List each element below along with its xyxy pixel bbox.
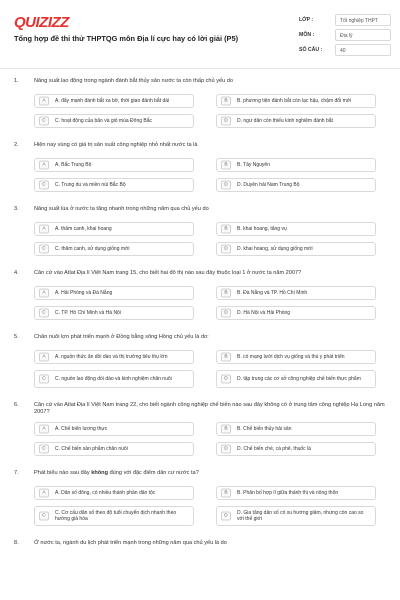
option-c[interactable] — [34, 242, 194, 256]
question-number: 6. — [14, 402, 19, 408]
question-number: 4. — [14, 270, 19, 276]
question-1 — [14, 78, 386, 128]
option-text: C. TP. Hồ Chí Minh và Hà Nội — [55, 310, 121, 316]
option-letter: D — [221, 375, 231, 384]
answer-options — [34, 486, 386, 526]
option-text: D. tập trung các cơ sở công nghiệp chế biến thực phẩm — [237, 376, 361, 382]
question-number: 5. — [14, 334, 19, 340]
option-text: D. Hà Nội và Hải Phòng — [237, 310, 291, 316]
option-text: C. nguồn lao động dồi dào và kinh nghiệm chăn nuôi — [55, 376, 172, 382]
option-c[interactable] — [34, 442, 194, 456]
count-value: 40 — [335, 44, 391, 56]
option-letter: A — [39, 489, 49, 498]
question-4 — [14, 270, 386, 320]
option-letter: D — [221, 117, 231, 126]
option-letter: B — [221, 97, 231, 106]
option-c[interactable] — [34, 178, 194, 192]
option-letter: A — [39, 289, 49, 298]
option-text: C. Chế biến sản phẩm chăn nuôi — [55, 446, 128, 452]
option-text: A. thâm canh, khai hoang — [55, 226, 112, 232]
option-c[interactable] — [34, 506, 194, 526]
class-value: Tốt nghiệp THPT — [335, 14, 391, 26]
option-letter: A — [39, 161, 49, 170]
question-text: Ở nước ta, ngành du lịch phát triển mạnh trong những năm qua chủ yếu là do — [34, 540, 227, 546]
option-letter: A — [39, 225, 49, 234]
option-text: D. Duyên hải Nam Trung Bộ — [237, 182, 300, 188]
option-letter: B — [221, 353, 231, 362]
question-header — [14, 206, 386, 216]
option-letter: C — [39, 181, 49, 190]
option-d[interactable] — [216, 506, 376, 526]
question-header — [14, 540, 386, 550]
option-letter: A — [39, 425, 49, 434]
question-number: 8. — [14, 540, 19, 546]
question-text: Chăn nuôi lợn phát triển mạnh ở Đồng bằng sông Hồng chủ yếu là do: — [34, 334, 209, 340]
option-a[interactable] — [34, 486, 194, 500]
quizizz-logo: QUIZIZZ — [14, 14, 69, 31]
question-number: 2. — [14, 142, 19, 148]
option-b[interactable] — [216, 94, 376, 108]
option-text: C. Cơ cấu dân số theo độ tuổi chuyển dịch nhanh theo hướng già hóa — [55, 510, 177, 522]
option-letter: A — [39, 97, 49, 106]
answer-options — [34, 350, 386, 388]
option-d[interactable] — [216, 370, 376, 388]
question-number: 1. — [14, 78, 19, 84]
option-text: C. hoạt động của bão và gió mùa Đông Bắc — [55, 118, 153, 124]
option-text: C. thâm canh, sử dụng giống mới — [55, 246, 130, 252]
meta-row-count — [299, 44, 394, 59]
meta-row-subject — [299, 29, 394, 44]
question-text: Căn cứ vào Atlat Địa lí Việt Nam trang 22, cho biết ngành công nghiệp chế biến nào sau đây không có ở trung tâm công nghiệp Hạ Long năm 2007? — [34, 402, 385, 415]
option-letter: D — [221, 309, 231, 318]
option-text: A. nguồn thức ăn dồi dào và thị trường tiêu thụ lớn — [55, 354, 168, 360]
option-b[interactable] — [216, 158, 376, 172]
option-text: A. Bắc Trung Bộ — [55, 162, 92, 168]
question-5 — [14, 334, 386, 388]
question-number: 7. — [14, 470, 19, 476]
option-a[interactable] — [34, 222, 194, 236]
option-letter: D — [221, 181, 231, 190]
option-letter: D — [221, 245, 231, 254]
option-b[interactable] — [216, 486, 376, 500]
answer-options — [34, 94, 386, 128]
option-c[interactable] — [34, 370, 194, 388]
question-number: 3. — [14, 206, 19, 212]
answer-options — [34, 222, 386, 256]
meta-row-class — [299, 14, 394, 29]
question-header — [14, 270, 386, 280]
option-a[interactable] — [34, 94, 194, 108]
option-letter: C — [39, 512, 49, 521]
option-text: B. Đà Nẵng và TP. Hồ Chí Minh — [237, 290, 308, 296]
answer-options — [34, 422, 386, 456]
class-label: LỚP : — [299, 17, 314, 23]
question-header — [14, 470, 386, 480]
subject-label: MÔN : — [299, 32, 315, 38]
option-c[interactable] — [34, 306, 194, 320]
question-text: Căn cứ vào Atlat Địa lí Việt Nam trang 15, cho biết hai đô thị nào sau đây thuộc loại 1 ở nước ta năm 2007? — [34, 270, 302, 276]
option-text: B. Phân bố hợp lí giữa thành thị và nông thôn — [237, 490, 339, 496]
option-d[interactable] — [216, 178, 376, 192]
page-header — [14, 12, 386, 60]
option-b[interactable] — [216, 222, 376, 236]
option-letter: B — [221, 225, 231, 234]
option-text: D. Chế biến chè, cà phê, thuốc lá — [237, 446, 311, 452]
option-letter: B — [221, 489, 231, 498]
count-label: SỐ CÂU : — [299, 47, 323, 53]
question-list — [14, 78, 386, 564]
question-text — [34, 470, 386, 477]
option-letter: B — [221, 161, 231, 170]
question-text-before: Phát biểu nào sau đây — [34, 470, 92, 476]
option-a[interactable] — [34, 286, 194, 300]
header-divider — [0, 68, 400, 69]
question-text: Năng suất lao động trong ngành đánh bắt thủy sản nước ta còn thấp chủ yếu do — [34, 78, 233, 84]
option-a[interactable] — [34, 422, 194, 436]
option-d[interactable] — [216, 242, 376, 256]
option-letter: C — [39, 309, 49, 318]
question-2 — [14, 142, 386, 192]
question-text: Hiện nay vùng có giá trị sản xuất công nghiệp nhỏ nhất nước ta là — [34, 142, 198, 148]
question-8 — [14, 540, 386, 550]
option-text: B. Chế biến thủy hải sản — [237, 426, 292, 432]
option-d[interactable] — [216, 114, 376, 128]
option-b[interactable] — [216, 286, 376, 300]
question-header — [14, 402, 386, 416]
option-text: D. khai hoang, sử dụng giống mới — [237, 246, 313, 252]
option-letter: B — [221, 425, 231, 434]
option-a[interactable] — [34, 158, 194, 172]
option-b[interactable] — [216, 350, 376, 364]
option-text: A. đẩy mạnh đánh bắt xa bờ, thời gian đánh bắt dài — [55, 98, 170, 104]
option-a[interactable] — [34, 350, 194, 364]
option-letter: A — [39, 353, 49, 362]
option-text: A. Dân số đông, có nhiều thành phần dân tộc — [55, 490, 156, 496]
option-text: B. Tây Nguyên — [237, 162, 270, 168]
option-text: C. Trung du và miền núi Bắc Bộ — [55, 182, 126, 188]
answer-options — [34, 286, 386, 320]
option-text: D. Gia tăng dân số có xu hướng giảm, nhưng còn cao so với thế giới — [237, 510, 364, 522]
subject-value: Địa lý — [335, 29, 391, 41]
answer-options — [34, 158, 386, 192]
option-text: A. Hải Phòng và Đà Nẵng — [55, 290, 113, 296]
question-3 — [14, 206, 386, 256]
option-d[interactable] — [216, 306, 376, 320]
meta-panel — [299, 14, 394, 59]
question-text-after: đúng với đặc điểm dân cư nước ta? — [108, 470, 199, 476]
option-b[interactable] — [216, 422, 376, 436]
option-letter: C — [39, 117, 49, 126]
option-text: B. khai hoang, tăng vụ — [237, 226, 287, 232]
option-d[interactable] — [216, 442, 376, 456]
option-letter: B — [221, 289, 231, 298]
question-header — [14, 78, 386, 88]
page-title: Tổng hợp đề thi thử THPTQG môn Địa lí cực hay có lời giải (P5) — [14, 34, 239, 43]
option-letter: D — [221, 445, 231, 454]
question-header — [14, 334, 386, 344]
question-7 — [14, 470, 386, 526]
option-text: A. Chế biến lương thực — [55, 426, 108, 432]
option-text: B. có mạng lưới dịch vụ giống và thú y phát triển — [237, 354, 345, 360]
question-6 — [14, 402, 386, 456]
option-letter: C — [39, 375, 49, 384]
question-header — [14, 142, 386, 152]
option-letter: C — [39, 245, 49, 254]
option-text: D. ngư dân còn thiếu kinh nghiệm đánh bắt — [237, 118, 333, 124]
option-text: B. phương tiện đánh bắt còn lạc hậu, chậm đổi mới — [237, 98, 352, 104]
option-letter: C — [39, 445, 49, 454]
question-text: Năng suất lúa ở nước ta tăng nhanh trong những năm qua chủ yếu do — [34, 206, 209, 212]
option-c[interactable] — [34, 114, 194, 128]
option-letter: D — [221, 512, 231, 521]
question-text-bold: không — [91, 470, 109, 476]
